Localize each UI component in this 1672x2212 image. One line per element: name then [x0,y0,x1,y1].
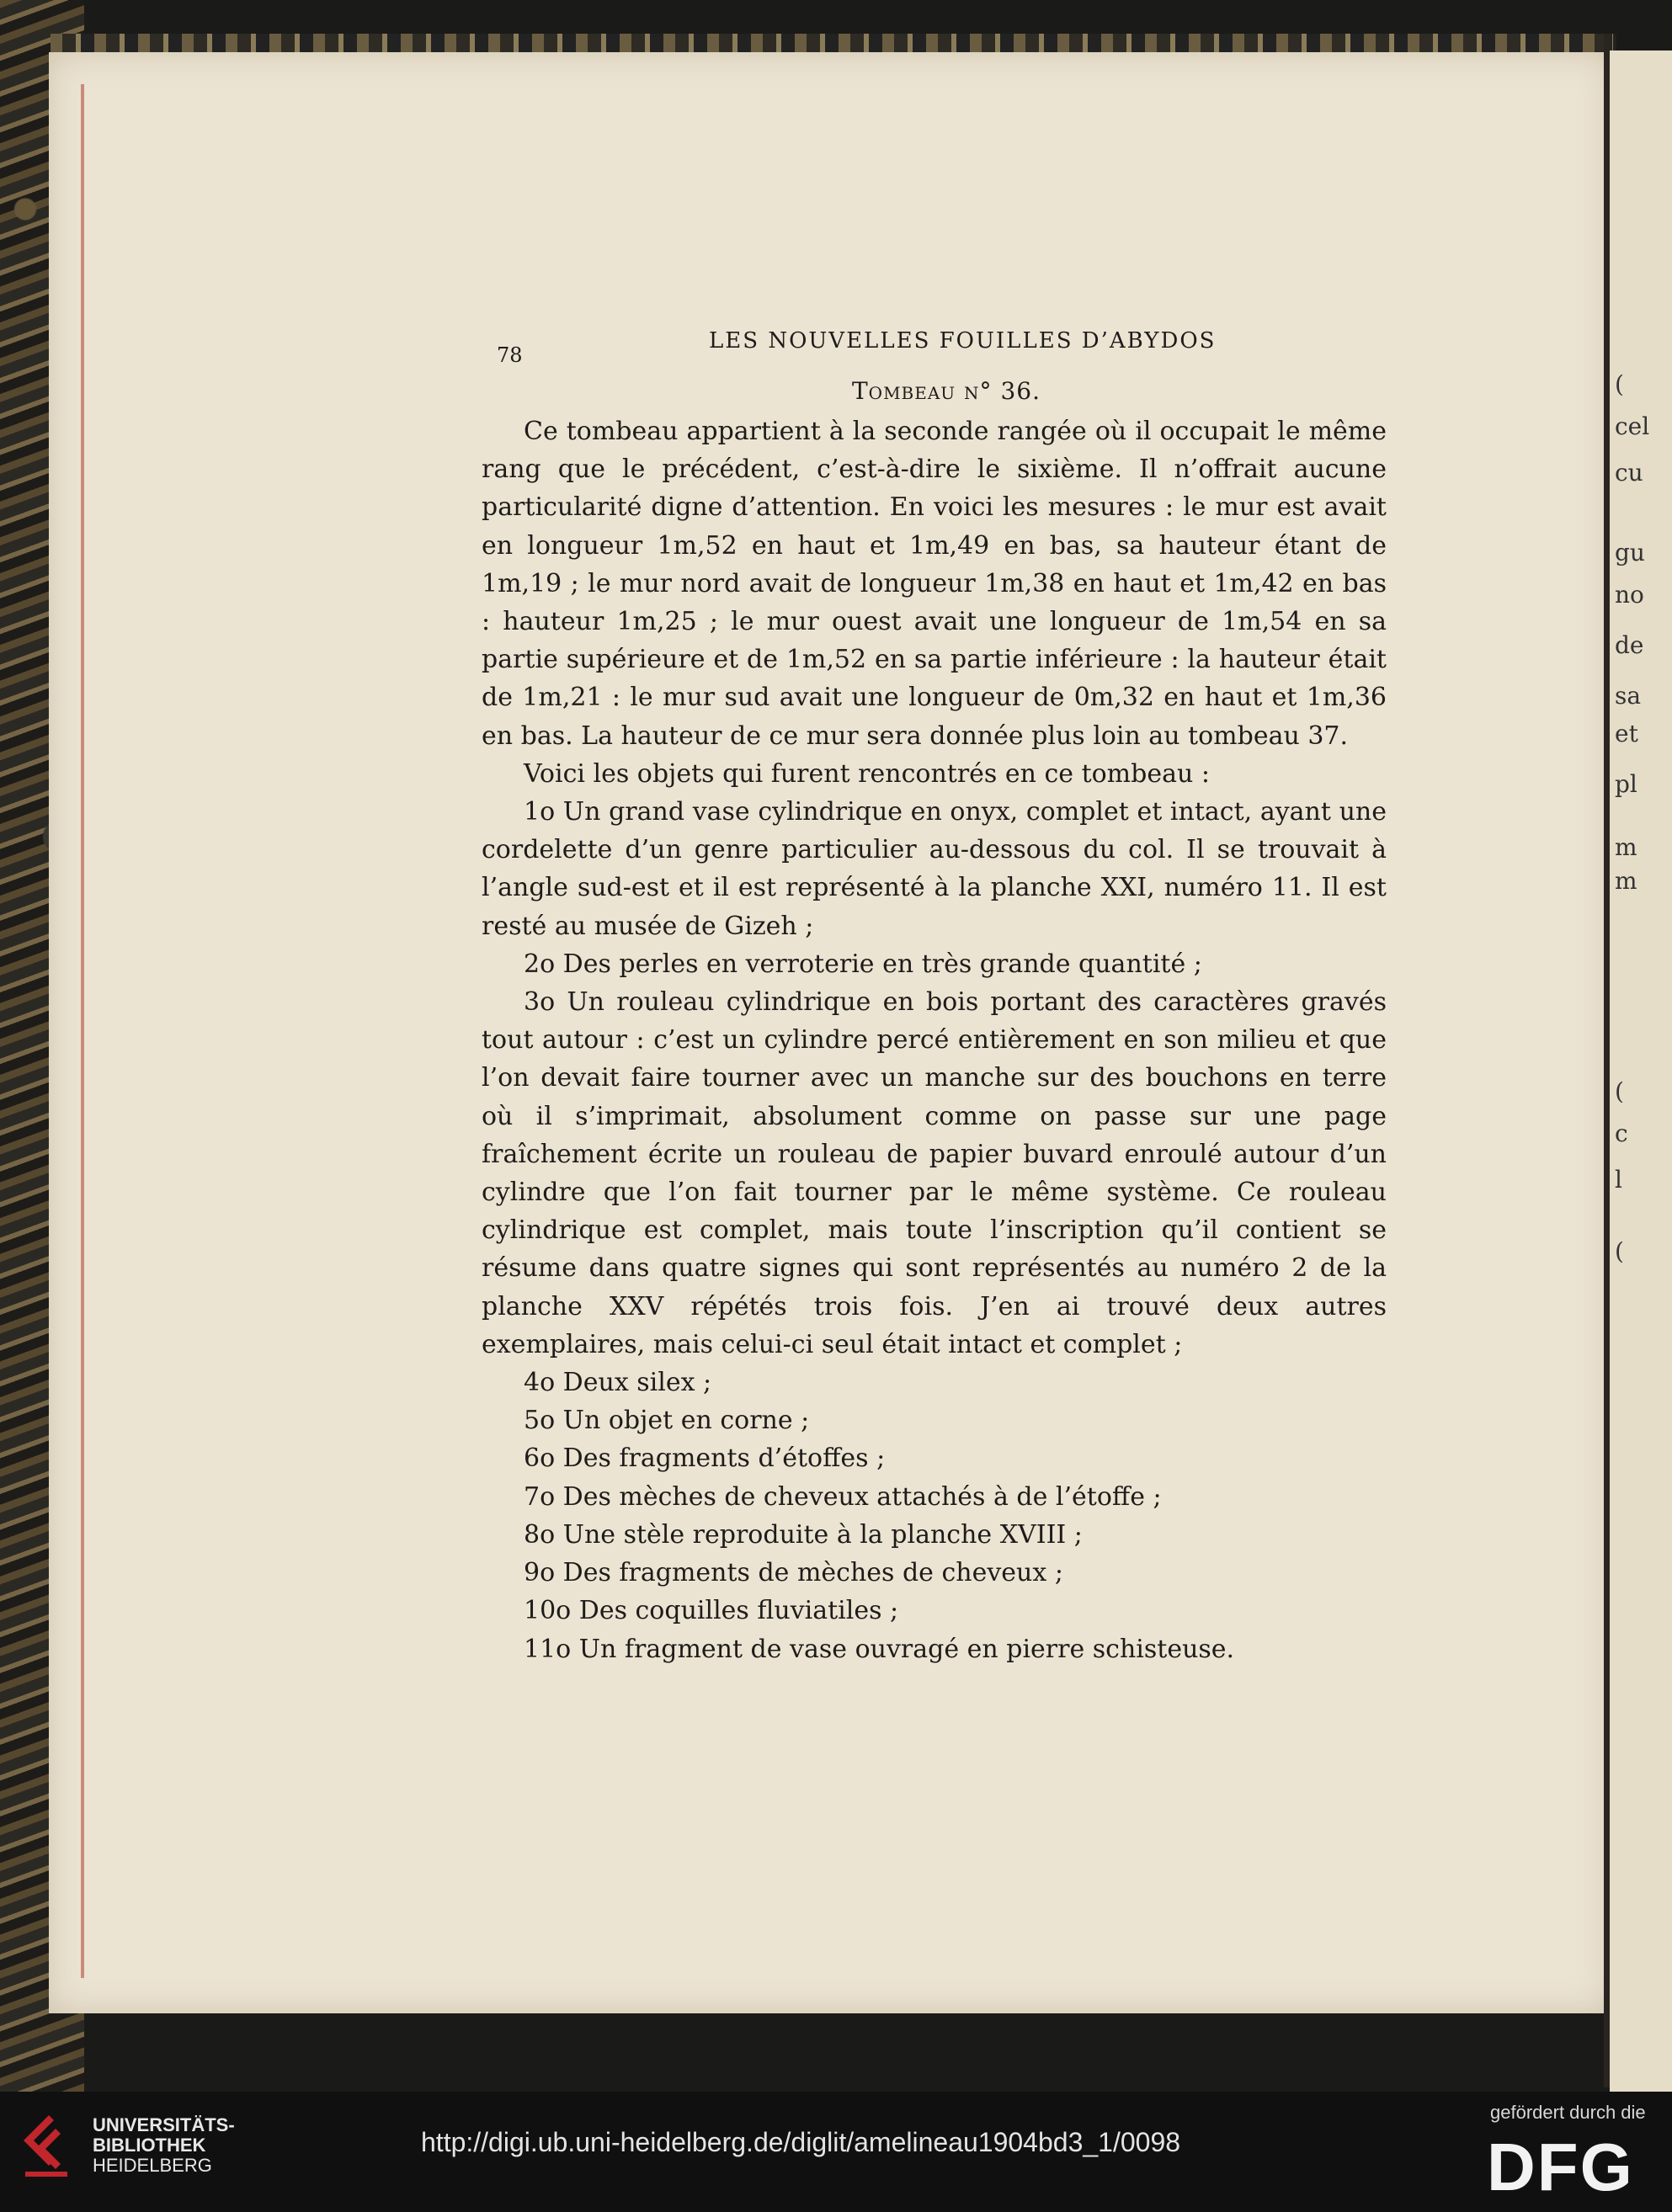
body-text [482,412,1387,1668]
facing-page-fragment: sa [1615,682,1642,710]
page-number: 78 [497,343,523,367]
facing-page-fragment: cu [1615,459,1643,487]
facing-page-fragment: et [1615,720,1638,747]
university-library-logo-icon[interactable] [17,2107,81,2188]
facing-page-fragment: ( [1615,370,1624,398]
facing-page-fragment: de [1615,631,1644,659]
facing-page-fragment: ( [1615,1237,1624,1265]
running-head [482,328,1391,367]
facing-page-fragment: c [1615,1119,1628,1147]
library-name-line1: UNIVERSITÄTS- [93,2114,235,2135]
viewer-footer [0,2092,1672,2212]
list-item: 11o Un fragment de vase ouvragé en pierre schisteuse. [524,1634,1235,1664]
list-item: 3o Un rouleau cylindrique en bois portant des caractères gravés tout autour : c’est un cylindre percé entièrement en son milieu et que l’on devait faire tourner avec un manche sur des bouchons en terre où il s’imprimait, absolument comme on passe sur une page fraîchement écrite un rouleau de papier buvard enroulé autour d’un cylindre que l’on fait tourner par le même système. Ce rouleau cylindrique est complet, mais toute l’inscription qu’il contient se résume dans quatre signes qui sont représentés au numéro 2 de la planche XXV répétés trois fois. J’en ai trouvé deux autres exemplaires, mais celui-ci seul était intact et complet ; [482,987,1387,1359]
facing-page-fragment: pl [1615,770,1637,798]
dfg-logo[interactable]: DFG [1487,2130,1634,2204]
list-item: 5o Un objet en corne ; [524,1406,810,1436]
facing-page-fragment: gu [1615,539,1645,566]
facing-page-fragment: no [1615,581,1644,609]
facing-page-edge [1610,51,1672,2092]
library-name-line3: HEIDELBERG [93,2155,212,2176]
facing-page-fragment: m [1615,867,1637,895]
facing-page-fragment: cel [1615,412,1650,440]
paragraph-intro: Ce tombeau appartient à la seconde rangée où il occupait le même rang que le précédent, c’est-à-dire le sixième. Il n’offrait aucune particularité digne d’attention. En voici les mesures : le mur est avait en longueur 1m,52 en haut et 1m,49 en bas, sa hauteur étant de 1m,19 ; le mur nord avait de longueur 1m,38 en haut et 1m,42 en bas : hauteur 1m,25 ; le mur ouest avait une longueur de 1m,54 en sa partie supérieure et de 1m,52 en sa partie inférieure : la hauteur était de 1m,21 : le mur sud avait une longueur de 0m,32 en haut et 1m,36 en bas. La hauteur de ce mur sera donnée plus loin au tombeau 37. [482,417,1387,751]
section-title: Tombeau n° 36. [852,377,1041,405]
library-name[interactable] [93,2115,235,2176]
facing-page-fragment: l [1615,1166,1622,1194]
running-head-title: LES NOUVELLES FOUILLES D’ABYDOS [709,328,1217,354]
list-item: 6o Des fragments d’étoffes ; [524,1444,886,1474]
list-item: 2o Des perles en verroterie en très grande quantité ; [524,949,1202,979]
page-red-edge [81,84,84,1978]
facing-page-fragment: ( [1615,1077,1624,1105]
list-item: 9o Des fragments de mèches de cheveux ; [524,1558,1063,1588]
library-name-line2: BIBLIOTHEK [93,2135,206,2156]
list-item: 4o Deux silex ; [524,1368,712,1398]
list-item: 7o Des mèches de cheveux attachés à de l’étoffe ; [524,1481,1162,1512]
paragraph-objects-lead: Voici les objets qui furent rencontrés en ce tombeau : [524,758,1210,789]
permalink-url[interactable]: http://digi.ub.uni-heidelberg.de/diglit/amelineau1904bd3_1/0098 [421,2127,1181,2157]
list-item: 1o Un grand vase cylindrique en onyx, complet et intact, ayant une cordelette d’un genre particulier au-dessous du col. Il se trouvait à l’angle sud-est et il est représenté à la planche XXI, numéro 11. Il est resté au musée de Gizeh ; [482,797,1387,941]
facing-page-fragment: m [1615,833,1637,861]
list-item: 8o Une stèle reproduite à la planche XVIII ; [524,1519,1083,1550]
list-item: 10o Des coquilles fluviatiles ; [524,1596,899,1626]
funding-caption: gefördert durch die [1490,2102,1646,2123]
